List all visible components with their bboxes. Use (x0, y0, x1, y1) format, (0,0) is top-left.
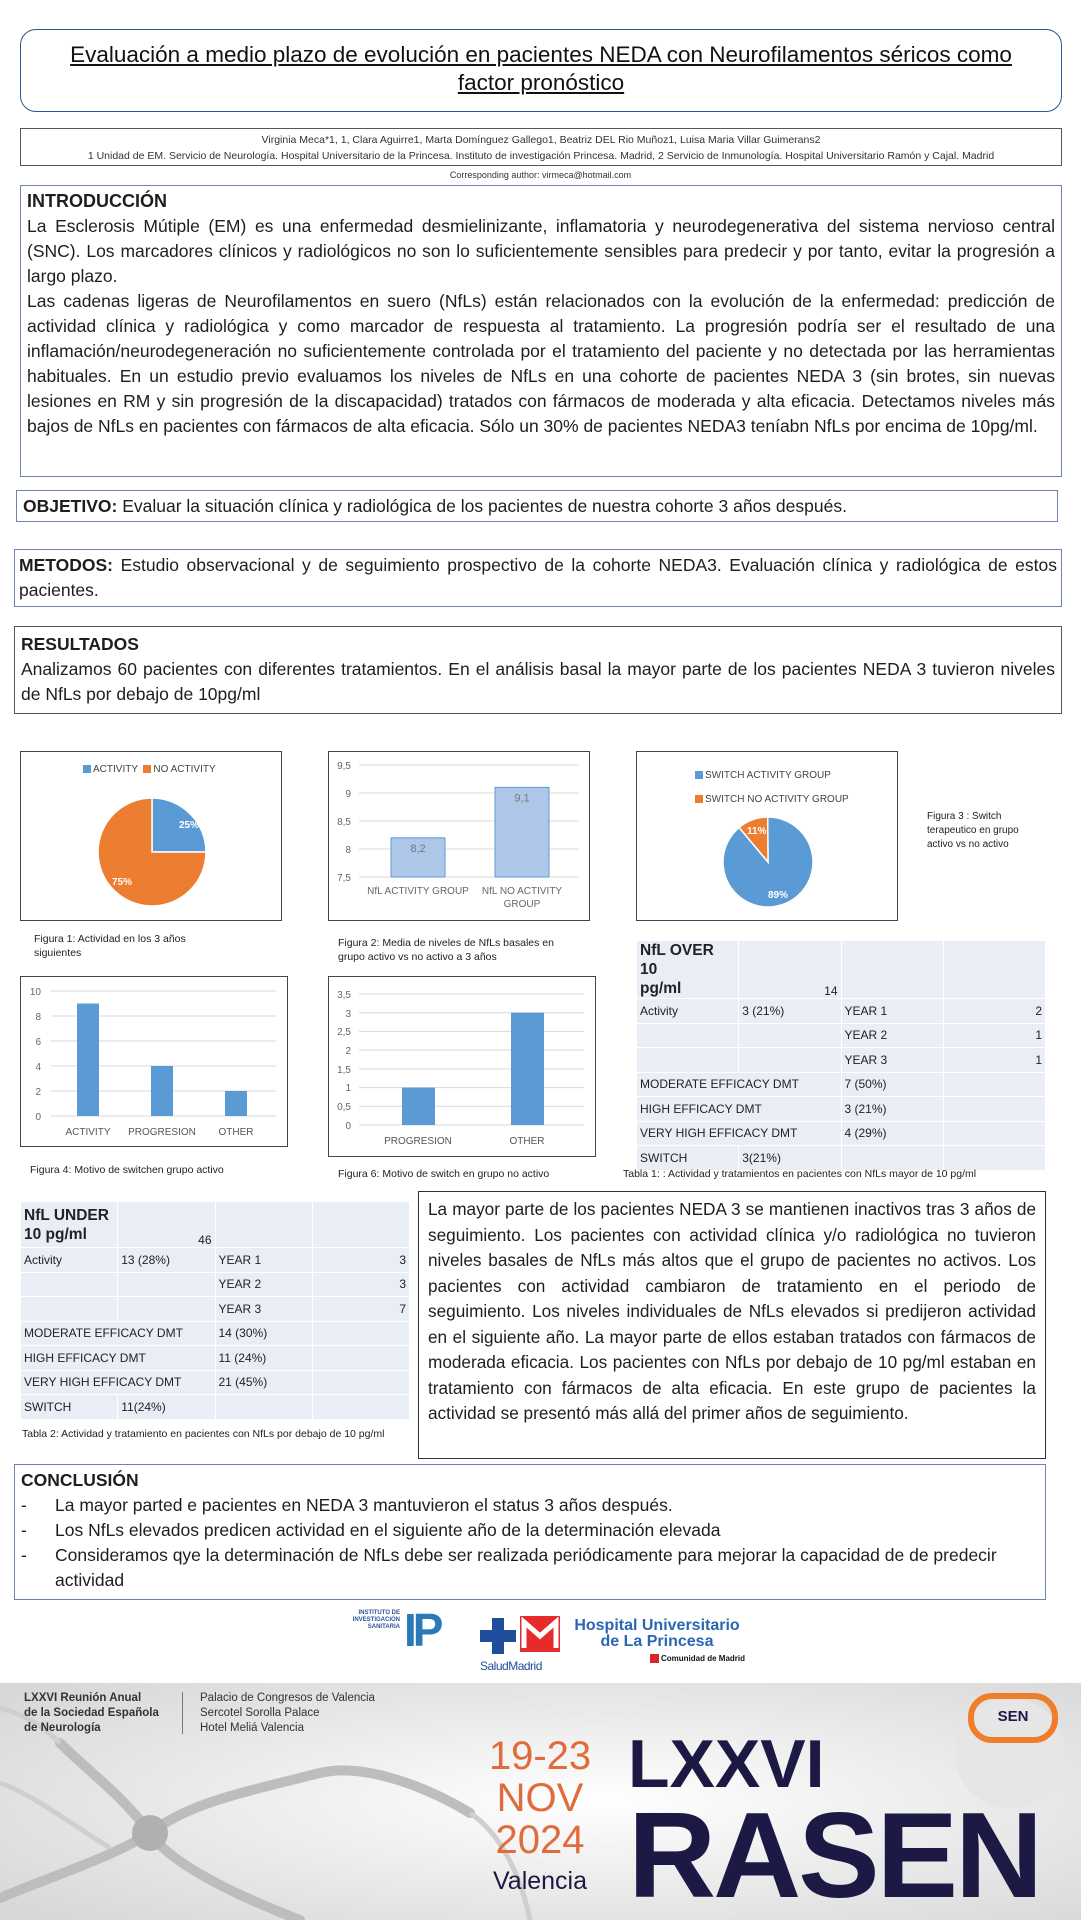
fig4-xtick-progresion: PROGRESION (128, 1127, 196, 1138)
figure-2-caption: Figura 2: Media de niveles de NfLs basales en grupo activo vs no activo a 3 años (338, 937, 554, 963)
table1-year2-label: YEAR 2 (841, 1023, 943, 1048)
fig4-ytick-6: 6 (35, 1037, 41, 1048)
fig6-ytick-3: 3 (345, 1009, 351, 1020)
comunidad-madrid-logo (650, 1654, 745, 1663)
conclusion-section (14, 1464, 1046, 1600)
rasen-text: RASEN (628, 1787, 1041, 1920)
fig6-xtick-other: OTHER (509, 1136, 545, 1147)
meeting-line-3: de Neurología (24, 1722, 101, 1734)
city: Valencia (492, 1867, 588, 1895)
methods-section (14, 549, 1062, 607)
title-line-1: Evaluación a medio plazo de evolución en pacientes NEDA con Neurofilamentos séricos como (70, 42, 1012, 67)
table1-year1-label: YEAR 1 (841, 999, 943, 1024)
table2-year1-label: YEAR 1 (215, 1248, 312, 1273)
table1-high-value: 3 (21%) (841, 1097, 943, 1122)
fig2-ytick-2: 8,5 (337, 817, 351, 828)
table1-header-line2: pg/ml (640, 980, 682, 997)
objective-label: OBJETIVO: (23, 496, 118, 516)
table-row (21, 1321, 410, 1346)
table1-year3-label: YEAR 3 (841, 1048, 943, 1073)
table-2-caption: Tabla 2: Actividad y tratamiento en pacientes con NfLs por debajo de 10 pg/ml (22, 1428, 385, 1440)
figure-3-chart (636, 751, 898, 921)
table1-count: 14 (739, 941, 841, 999)
fig2-xtick-no-activity-1: NfL NO ACTIVITY (481, 886, 563, 897)
table1-switch-label: SWITCH (637, 1146, 739, 1171)
fig3-pie-svg (637, 752, 899, 922)
table1-activity-value: 3 (21%) (739, 999, 841, 1024)
banner-divider (182, 1692, 183, 1734)
figure-2-chart (328, 751, 590, 921)
meeting-line-2: de la Sociedad Española (24, 1707, 159, 1719)
fig2-ytick-0: 7,5 (337, 873, 351, 884)
iis-princesa-logo (348, 1604, 458, 1662)
fig1-legend-no-activity: NO ACTIVITY (153, 764, 216, 775)
fig4-ytick-8: 8 (35, 1012, 41, 1023)
sen-logo: SEN (968, 1693, 1058, 1743)
table2-year1-value: 3 (312, 1248, 409, 1273)
table-row (21, 1248, 410, 1273)
table-row (21, 1370, 410, 1395)
fig1-pie-svg (21, 752, 283, 922)
fig4-ytick-10: 10 (29, 987, 41, 998)
fig4-xtick-other: OTHER (218, 1127, 254, 1138)
table-row (637, 1023, 1046, 1048)
discussion-box: La mayor parte de los pacientes NEDA 3 se mantienen inactivos tras 3 años de seguimiento. Los pacientes con actividad clínica y/o radiológica no tuvieron niveles basales de NfLs más altos que el grupo de pacientes no activos. Los pacientes con actividad cambiaron de tratamiento en el periodo de seguimiento. Los niveles individuales de NfLs elevados si predijeron actividad en el siguiente año. La mayor parte de ellos estaban tratados con fármacos de moderada eficacia. Los pacientes con NfLs por debajo de 10 pg/ml estaban en tratamiento con fármacos de alta eficacia. En este grupo de pacientes la actividad se presentó más allá del primer años de seguimiento. (418, 1191, 1046, 1459)
table-1 (636, 940, 1046, 1171)
conclusion-heading: CONCLUSIÓN (21, 1470, 139, 1490)
methods-text: Estudio observacional y de seguimiento prospectivo de la cohorte NEDA3. Evaluación clínica y radiológica de estos pacientes. (19, 555, 1057, 600)
figure-1-caption: Figura 1: Actividad en los 3 años siguientes (34, 933, 186, 959)
fig1-legend-activity: ACTIVITY (93, 764, 138, 775)
fig3-label-no-activity: 11% (747, 826, 767, 837)
fig6-xtick-progresion: PROGRESION (384, 1136, 452, 1147)
fig2-xtick-activity: NfL ACTIVITY GROUP (367, 886, 469, 897)
table1-moderate-label: MODERATE EFFICACY DMT (637, 1072, 842, 1097)
table2-header (21, 1202, 118, 1248)
comunidad-text: Comunidad de Madrid (661, 1654, 745, 1663)
table1-year1-value: 2 (943, 999, 1045, 1024)
table2-high-label: HIGH EFFICACY DMT (21, 1346, 216, 1371)
hospital-name-2: de La Princesa (600, 1633, 714, 1650)
iis-text-2: INVESTIGACIÓN (352, 1617, 400, 1623)
table1-moderate-value: 7 (50%) (841, 1072, 943, 1097)
fig2-label-no-activity: 9,1 (514, 792, 530, 805)
list-item: - La mayor parted e pacientes en NEDA 3 mantuvieron el status 3 años después. (21, 1493, 1039, 1518)
table2-moderate-label: MODERATE EFFICACY DMT (21, 1321, 216, 1346)
table-1-caption: Tabla 1: : Actividad y tratamientos en pacientes con NfLs mayor de 10 pg/ml (623, 1168, 977, 1180)
fig6-ytick-2-5: 2,5 (337, 1027, 351, 1038)
table1-header (637, 941, 739, 999)
salud-madrid-text: SaludMadrid (480, 1659, 542, 1673)
intro-heading: INTRODUCCIÓN (27, 191, 167, 211)
table-row (637, 1097, 1046, 1122)
figure-4-chart (20, 976, 288, 1147)
table1-year2-value: 1 (943, 1023, 1045, 1048)
fig2-xtick-no-activity-2: GROUP (503, 899, 541, 910)
fig1-label-activity: 25% (179, 820, 200, 831)
fig6-ytick-0-5: 0,5 (337, 1102, 351, 1113)
results-section (14, 626, 1062, 714)
fig2-bar-svg (329, 752, 591, 922)
venue-line-3: Hotel Meliá Valencia (200, 1722, 304, 1734)
figure-3-caption: Figura 3 : Switch terapeutico en grupo activo vs no activo (927, 811, 1019, 850)
table1-very-high-value: 4 (29%) (841, 1121, 943, 1146)
intro-paragraph-2: Las cadenas ligeras de Neurofilamentos en suero (NfLs) están relacionados con la evolución de la enfermedad: predicción de actividad clínica y radiológica y como marcador de respuesta al tratamiento. La progresión podría ser el resultado de una inflamación/neurodegeneración no suficientemente controlada por el tratamiento del paciente y no detectada por las herramientas habituales. En un estudio previo evaluamos los niveles de NfLs en una cohorte de pacientes NEDA 3 (sin brotes, sin nuevas lesiones en RM y sin progresión de la discapacidad) tratados con fármacos de moderada y alta eficacia. Detectamos niveles más bajos de NfLs en pacientes con fármacos de alta eficacia. Sólo un 30% de pacientes NEDA3 teníabn NfLs por encima de 10pg/ml. (27, 291, 1055, 436)
fig4-ytick-4: 4 (35, 1062, 41, 1073)
fig4-bar-activity (77, 1004, 99, 1117)
table-row (637, 941, 1046, 999)
fig4-ytick-0: 0 (35, 1112, 41, 1123)
table1-header-line1: NfL OVER 10 (640, 942, 714, 978)
table-row (21, 1395, 410, 1420)
table2-year2-label: YEAR 2 (215, 1272, 312, 1297)
hospital-princesa-logo (572, 1618, 742, 1650)
table-row (637, 1048, 1046, 1073)
table1-activity-label: Activity (637, 999, 739, 1024)
table-row (21, 1202, 410, 1248)
fig6-ytick-1: 1 (345, 1083, 351, 1094)
table2-year3-value: 7 (312, 1297, 409, 1322)
methods-label: METODOS: (19, 555, 113, 575)
date-days: 19-23 (488, 1734, 592, 1778)
table2-moderate-value: 14 (30%) (215, 1321, 312, 1346)
author-list: Virginia Meca*1, 1, Clara Aguirre1, Marta Domínguez Gallego1, Beatriz DEL Rio Muñoz1, Luisa Maria Villar Guimerans2 (261, 134, 821, 146)
date-month: NOV (496, 1776, 584, 1820)
table-row (21, 1297, 410, 1322)
figure-6-caption: Figura 6: Motivo de switch en grupo no activo (338, 1168, 550, 1180)
corresponding-author: Corresponding author: virmeca@hotmail.com (449, 170, 632, 180)
table2-switch-value: 11(24%) (118, 1395, 215, 1420)
objective-section (16, 490, 1058, 522)
objective-text: Evaluar la situación clínica y radiológica de los pacientes de nuestra cohorte 3 años después. (117, 496, 847, 516)
fig6-bar-svg (329, 977, 597, 1158)
table2-activity-label: Activity (21, 1248, 118, 1273)
fig4-xtick-activity: ACTIVITY (65, 1127, 111, 1138)
edition-text: LXXVI (628, 1726, 825, 1802)
table1-year3-value: 1 (943, 1048, 1045, 1073)
fig4-bar-svg (21, 977, 289, 1148)
table2-count: 46 (118, 1202, 215, 1248)
date-year: 2024 (495, 1818, 585, 1862)
iis-text-3: SANITARIA (367, 1624, 400, 1630)
figure-1-chart (20, 751, 282, 921)
conclusion-list (21, 1493, 1039, 1593)
meeting-line-1: LXXVI Reunión Anual (24, 1692, 142, 1704)
figure-6-chart (328, 976, 596, 1157)
hospital-name-1: Hospital Universitario (574, 1617, 740, 1634)
venue-line-2: Sercotel Sorolla Palace (200, 1707, 320, 1719)
table2-year2-value: 3 (312, 1272, 409, 1297)
fig6-bar-other (511, 1013, 544, 1125)
fig3-label-activity: 89% (768, 890, 789, 901)
results-text: Analizamos 60 pacientes con diferentes tratamientos. En el análisis basal la mayor parte de los pacientes NEDA 3 tuvieron niveles de NfLs por debajo de 10pg/ml (21, 659, 1055, 704)
table1-switch-value: 3(21%) (739, 1146, 841, 1171)
iis-text-1: INSTITUTO DE (358, 1610, 400, 1616)
fig3-legend-no-activity: SWITCH NO ACTIVITY GROUP (705, 794, 849, 805)
fig6-ytick-2: 2 (345, 1046, 351, 1057)
fig6-ytick-3-5: 3,5 (337, 990, 351, 1001)
table2-header-line2: 10 pg/ml (24, 1225, 87, 1243)
table-2 (20, 1201, 410, 1420)
congress-banner (0, 1683, 1081, 1920)
table1-very-high-label: VERY HIGH EFFICACY DMT (637, 1121, 842, 1146)
salud-madrid-cross-icon (480, 1612, 564, 1654)
intro-paragraph-1: La Esclerosis Mútiple (EM) es una enfermedad desmielinizante, inflamatoria y neurodegenerativa del sistema nervioso central (SNC). Los marcadores clínicos y radiológicos no son lo suficientemente sensibles para predecir y por tanto, evitar la progresión a largo plazo. (27, 216, 1055, 286)
table-row (637, 1072, 1046, 1097)
table-row (637, 999, 1046, 1024)
table2-switch-label: SWITCH (21, 1395, 118, 1420)
introduction-section (20, 185, 1062, 477)
fig4-bar-progresion (151, 1066, 173, 1116)
fig2-label-activity: 8,2 (410, 842, 426, 855)
fig4-bar-other (225, 1091, 247, 1116)
fig6-ytick-1-5: 1,5 (337, 1065, 351, 1076)
fig3-legend-activity: SWITCH ACTIVITY GROUP (705, 770, 831, 781)
table-row (21, 1272, 410, 1297)
fig4-ytick-2: 2 (35, 1087, 41, 1098)
fig2-ytick-1: 8 (345, 845, 351, 856)
table2-header-line1: NfL UNDER (24, 1206, 109, 1224)
table1-high-label: HIGH EFFICACY DMT (637, 1097, 842, 1122)
fig6-bar-progresion (402, 1088, 435, 1125)
fig2-ytick-3: 9 (345, 789, 351, 800)
authors-box (20, 128, 1062, 166)
list-item: - Consideramos qye la determinación de NfLs debe ser realizada periódicamente para mejorar la capacidad de de predecir actividad (21, 1543, 1039, 1593)
affiliations: 1 Unidad de EM. Servicio de Neurología. Hospital Universitario de la Princesa. Instituto de investigación Princesa. Madrid, 2 Servicio de Inmunología. Hospital Universitario Ramón y Cajal. Madrid (87, 150, 995, 162)
table-row (21, 1346, 410, 1371)
table2-year3-label: YEAR 3 (215, 1297, 312, 1322)
table2-activity-value: 13 (28%) (118, 1248, 215, 1273)
title-line-2: factor pronóstico (457, 70, 625, 95)
table-row (637, 1121, 1046, 1146)
fig2-ytick-4: 9,5 (337, 761, 351, 772)
salud-madrid-logo (480, 1612, 564, 1673)
results-heading: RESULTADOS (21, 634, 139, 654)
fig1-label-no-activity: 75% (112, 877, 133, 888)
comunidad-flag-icon (650, 1654, 659, 1663)
table2-very-high-label: VERY HIGH EFFICACY DMT (21, 1370, 216, 1395)
fig6-ytick-0: 0 (345, 1121, 351, 1132)
table2-high-value: 11 (24%) (215, 1346, 312, 1371)
list-item: - Los NfLs elevados predicen actividad en el siguiente año de la determinación elevada (21, 1518, 1039, 1543)
iis-letters: IP (404, 1604, 440, 1656)
figure-4-caption: Figura 4: Motivo de switchen grupo activo (30, 1164, 224, 1176)
poster-title (20, 29, 1062, 112)
table2-very-high-value: 21 (45%) (215, 1370, 312, 1395)
venue-line-1: Palacio de Congresos de Valencia (200, 1692, 375, 1704)
